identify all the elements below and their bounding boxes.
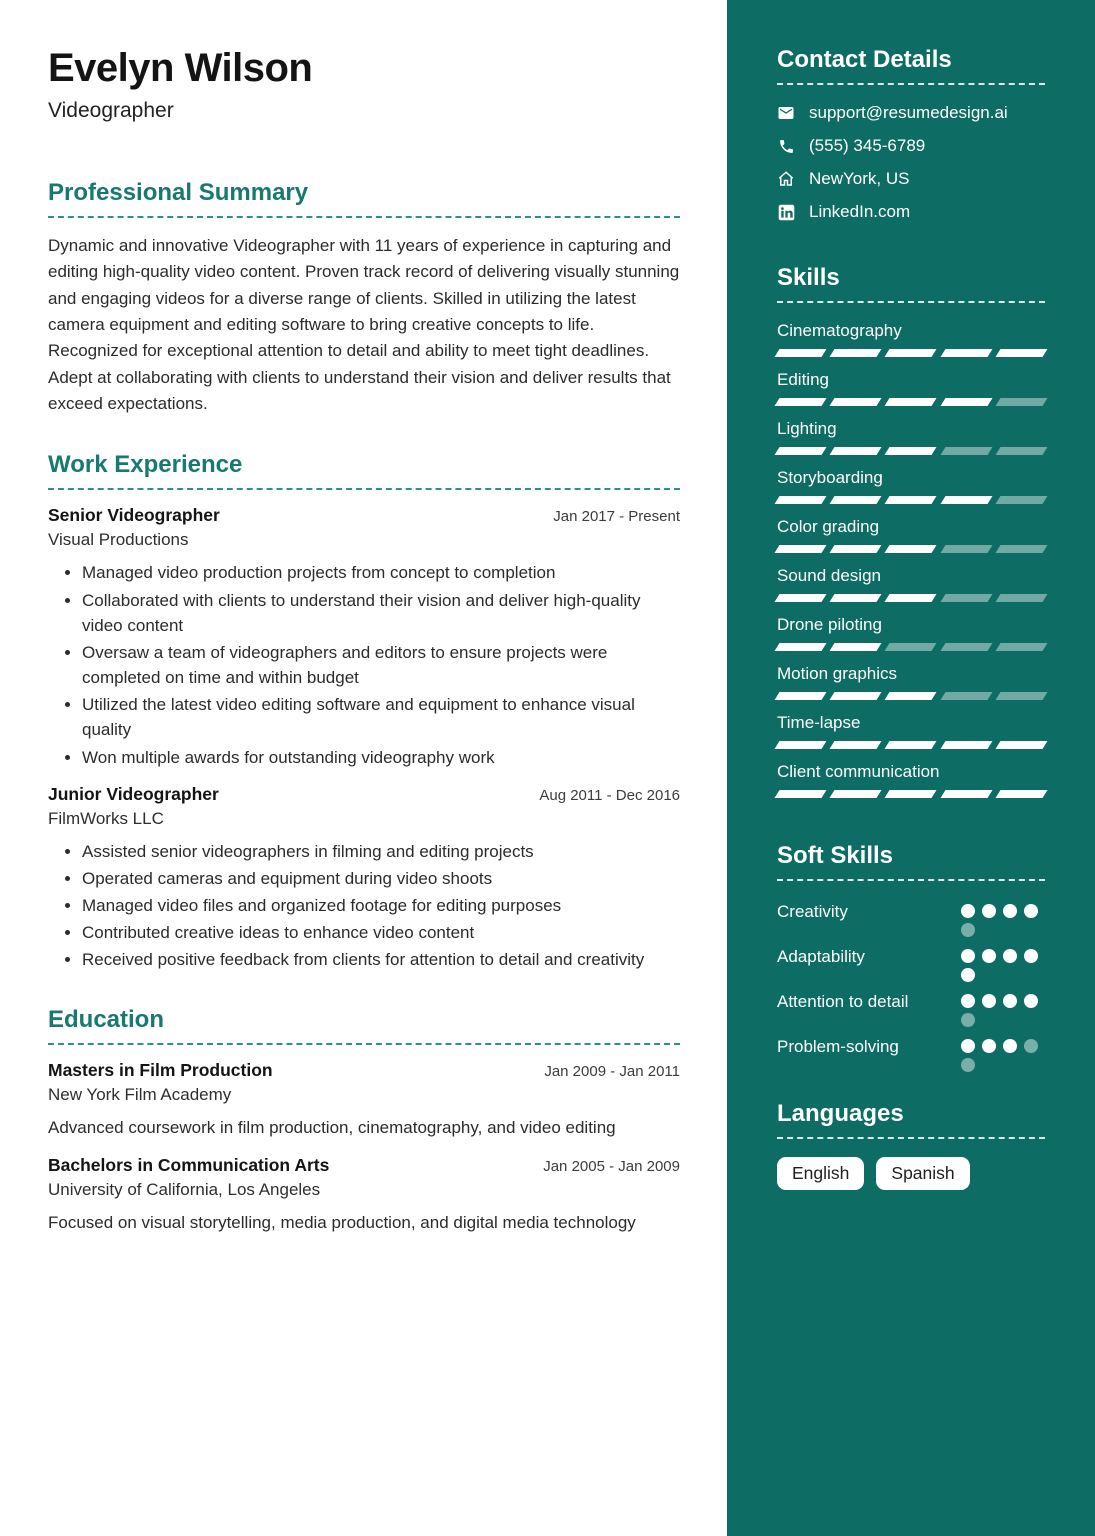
skill-item xyxy=(777,566,1045,602)
jobs-list xyxy=(48,505,680,972)
bullet-item: • Received positive feedback from clients for attention to detail and creativity xyxy=(82,947,680,972)
skill-bar-segment xyxy=(995,692,1047,700)
skill-bar-segment xyxy=(940,545,992,553)
education-heading: Education xyxy=(48,1006,680,1045)
soft-skill-dot xyxy=(1003,949,1017,963)
job-entry xyxy=(48,784,680,973)
skill-bar-segment xyxy=(830,692,882,700)
soft-skill-dot xyxy=(961,949,975,963)
skill-bar-segment xyxy=(885,349,937,357)
skill-bar-segment xyxy=(940,643,992,651)
skill-bar-segment xyxy=(775,496,827,504)
skill-item xyxy=(777,615,1045,651)
skill-label: Drone piloting xyxy=(777,615,882,634)
soft-skill-dots xyxy=(961,989,1045,1027)
summary-heading: Professional Summary xyxy=(48,179,680,218)
soft-skill-item xyxy=(777,899,1045,937)
skill-item xyxy=(777,664,1045,700)
contact-heading: Contact Details xyxy=(777,46,1045,85)
education-description: Advanced coursework in film production, cinematography, and video editing xyxy=(48,1118,616,1138)
job-dates: Jan 2017 - Present xyxy=(553,508,680,526)
person-name: Evelyn Wilson xyxy=(48,46,313,90)
soft-skill-dot xyxy=(961,994,975,1008)
skill-bar-segment xyxy=(885,398,937,406)
skill-bar-segment xyxy=(830,594,882,602)
skill-label: Sound design xyxy=(777,566,881,585)
skill-bar-segment xyxy=(775,447,827,455)
education-degree: Masters in Film Production xyxy=(48,1060,273,1081)
skill-bar-segment xyxy=(995,643,1047,651)
skill-bar-segment xyxy=(885,594,937,602)
person-title: Videographer xyxy=(48,99,174,122)
soft-skill-dots xyxy=(961,899,1045,937)
soft-skill-dot xyxy=(982,1039,996,1053)
experience-heading: Work Experience xyxy=(48,451,680,490)
soft-skill-dots xyxy=(961,944,1045,982)
skill-bar-segment xyxy=(830,790,882,798)
education-entry-head xyxy=(48,1060,680,1081)
skill-label: Lighting xyxy=(777,419,837,438)
skill-bar xyxy=(777,545,1045,553)
languages-list xyxy=(777,1157,1045,1190)
skill-bar-segment xyxy=(775,349,827,357)
education-list xyxy=(48,1060,680,1235)
soft-skill-item xyxy=(777,1034,1045,1072)
skill-bar-segment xyxy=(775,741,827,749)
skill-bar-segment xyxy=(885,447,937,455)
summary-section xyxy=(48,179,680,417)
skill-bar-segment xyxy=(995,741,1047,749)
soft-skill-dot xyxy=(1024,949,1038,963)
job-entry-head xyxy=(48,784,680,805)
soft-skill-dot xyxy=(961,1058,975,1072)
skills-list xyxy=(777,321,1045,798)
skill-label: Editing xyxy=(777,370,829,389)
skill-bar-segment xyxy=(830,545,882,553)
soft-skill-dot xyxy=(1024,904,1038,918)
soft-skill-label: Adaptability xyxy=(777,947,865,966)
skill-item xyxy=(777,321,1045,357)
email-icon xyxy=(777,104,795,122)
contact-phone-text: (555) 345-6789 xyxy=(809,136,926,155)
soft-skill-label: Problem-solving xyxy=(777,1037,899,1056)
home-icon xyxy=(777,170,795,188)
bullet-item: • Won multiple awards for outstanding videography work xyxy=(82,745,680,770)
skill-label: Color grading xyxy=(777,517,880,536)
skill-bar-segment xyxy=(775,398,827,406)
contact-item-email xyxy=(777,103,1045,123)
skill-bar-segment xyxy=(775,692,827,700)
skill-bar-segment xyxy=(995,349,1047,357)
skill-label: Client communication xyxy=(777,762,940,781)
skill-item xyxy=(777,713,1045,749)
skill-bar-segment xyxy=(995,790,1047,798)
skill-bar-segment xyxy=(775,790,827,798)
contact-linkedin-text: LinkedIn.com xyxy=(809,202,911,221)
soft-skill-dot xyxy=(961,1039,975,1053)
skill-bar-segment xyxy=(940,398,992,406)
skill-bar-segment xyxy=(885,643,937,651)
skill-bar-segment xyxy=(885,496,937,504)
skill-bar-segment xyxy=(940,594,992,602)
skill-bar-segment xyxy=(830,496,882,504)
skill-bar-segment xyxy=(830,643,882,651)
skill-bar-segment xyxy=(775,594,827,602)
soft-skill-dot xyxy=(1003,1039,1017,1053)
soft-skill-dot xyxy=(1024,994,1038,1008)
skill-bar-segment xyxy=(885,545,937,553)
education-school: University of California, Los Angeles xyxy=(48,1179,321,1199)
education-entry xyxy=(48,1155,680,1236)
skill-bar xyxy=(777,398,1045,406)
skill-item xyxy=(777,517,1045,553)
bullet-item: • Contributed creative ideas to enhance video content xyxy=(82,920,680,945)
skill-bar xyxy=(777,741,1045,749)
education-entry-head xyxy=(48,1155,680,1176)
soft-skill-dot xyxy=(982,904,996,918)
skill-bar xyxy=(777,790,1045,798)
soft-skill-dot xyxy=(1003,904,1017,918)
languages-section xyxy=(777,1100,1045,1190)
skill-bar-segment xyxy=(940,741,992,749)
skill-bar-segment xyxy=(830,447,882,455)
job-bullets xyxy=(48,560,680,769)
job-entry-head xyxy=(48,505,680,526)
skill-bar-segment xyxy=(885,790,937,798)
job-title: Junior Videographer xyxy=(48,783,219,804)
skill-bar xyxy=(777,643,1045,651)
experience-section xyxy=(48,451,680,972)
soft-skills-list xyxy=(777,899,1045,1072)
job-company: Visual Productions xyxy=(48,530,189,550)
languages-heading: Languages xyxy=(777,1100,1045,1139)
skills-heading: Skills xyxy=(777,264,1045,303)
soft-skill-item xyxy=(777,944,1045,982)
soft-skill-dot xyxy=(982,994,996,1008)
soft-skills-section xyxy=(777,842,1045,1072)
skill-bar-segment xyxy=(995,545,1047,553)
main-column xyxy=(48,0,680,1249)
skill-bar-segment xyxy=(995,594,1047,602)
education-section xyxy=(48,1006,680,1235)
contact-item-linkedin xyxy=(777,202,1045,222)
skill-bar-segment xyxy=(940,447,992,455)
bullet-item: • Managed video files and organized footage for editing purposes xyxy=(82,893,680,918)
education-entry xyxy=(48,1060,680,1141)
skill-label: Storyboarding xyxy=(777,468,883,487)
soft-skill-dot xyxy=(961,904,975,918)
skill-item xyxy=(777,762,1045,798)
phone-icon xyxy=(777,137,795,155)
skill-bar xyxy=(777,496,1045,504)
language-pill: English xyxy=(777,1157,864,1190)
skill-bar-segment xyxy=(940,349,992,357)
skill-bar-segment xyxy=(995,398,1047,406)
education-degree: Bachelors in Communication Arts xyxy=(48,1154,330,1175)
job-bullets xyxy=(48,839,680,973)
skill-bar xyxy=(777,692,1045,700)
contact-section xyxy=(777,46,1045,222)
education-description: Focused on visual storytelling, media production, and digital media technology xyxy=(48,1212,636,1232)
bullet-item: • Utilized the latest video editing software and equipment to enhance visual quality xyxy=(82,692,680,742)
soft-skill-label: Creativity xyxy=(777,902,848,921)
skill-bar-segment xyxy=(775,643,827,651)
soft-skill-dot xyxy=(1024,1039,1038,1053)
contact-email-text: support@resumedesign.ai xyxy=(809,103,1008,122)
job-entry xyxy=(48,505,680,769)
sidebar xyxy=(727,0,1095,1536)
soft-skill-item xyxy=(777,989,1045,1027)
bullet-item: • Collaborated with clients to understand their vision and deliver high-quality video content xyxy=(82,588,680,638)
soft-skills-heading: Soft Skills xyxy=(777,842,1045,881)
skill-bar-segment xyxy=(830,741,882,749)
skill-bar xyxy=(777,594,1045,602)
soft-skill-dots xyxy=(961,1034,1045,1072)
skill-bar-segment xyxy=(830,349,882,357)
job-company: FilmWorks LLC xyxy=(48,808,164,828)
language-pill: Spanish xyxy=(876,1157,969,1190)
bullet-item: • Managed video production projects from concept to completion xyxy=(82,560,680,585)
skill-bar-segment xyxy=(940,790,992,798)
skill-bar-segment xyxy=(940,496,992,504)
job-title: Senior Videographer xyxy=(48,505,220,526)
skill-label: Motion graphics xyxy=(777,664,898,683)
bullet-item: • Assisted senior videographers in filming and editing projects xyxy=(82,839,680,864)
bullet-item: • Operated cameras and equipment during video shoots xyxy=(82,866,680,891)
skill-item xyxy=(777,419,1045,455)
skill-bar xyxy=(777,349,1045,357)
skill-bar-segment xyxy=(885,741,937,749)
bullet-item: • Oversaw a team of videographers and editors to ensure projects were completed on time and within budget xyxy=(82,640,680,690)
skill-bar xyxy=(777,447,1045,455)
job-dates: Aug 2011 - Dec 2016 xyxy=(539,786,680,804)
skill-item xyxy=(777,370,1045,406)
summary-text: Dynamic and innovative Videographer with 11 years of experience in capturing and editing high-quality video content. Proven track record of delivering visually stunning and engaging videos for a diverse range of clients. Skilled in utilizing the latest camera equipment and editing software to bring creative concepts to life. Recognized for exceptional attention to detail and ability to meet tight deadlines. Adept at collaborating with clients to understand their vision and deliver results that exceed expectations. xyxy=(48,236,680,414)
linkedin-icon xyxy=(777,203,795,221)
contact-item-location xyxy=(777,169,1045,189)
education-dates: Jan 2009 - Jan 2011 xyxy=(544,1063,680,1081)
skill-bar-segment xyxy=(995,447,1047,455)
soft-skill-dot xyxy=(961,1013,975,1027)
soft-skill-dot xyxy=(961,968,975,982)
skill-bar-segment xyxy=(995,496,1047,504)
contact-item-phone xyxy=(777,136,1045,156)
skill-label: Cinematography xyxy=(777,321,902,340)
skill-bar-segment xyxy=(940,692,992,700)
skill-bar-segment xyxy=(775,545,827,553)
contact-location-text: NewYork, US xyxy=(809,169,910,188)
education-dates: Jan 2005 - Jan 2009 xyxy=(543,1157,680,1175)
skill-item xyxy=(777,468,1045,504)
soft-skill-label: Attention to detail xyxy=(777,992,909,1011)
skill-bar-segment xyxy=(830,398,882,406)
skill-bar-segment xyxy=(885,692,937,700)
skills-section xyxy=(777,264,1045,798)
soft-skill-dot xyxy=(961,923,975,937)
soft-skill-dot xyxy=(1003,994,1017,1008)
education-school: New York Film Academy xyxy=(48,1085,232,1105)
soft-skill-dot xyxy=(982,949,996,963)
skill-label: Time-lapse xyxy=(777,713,861,732)
